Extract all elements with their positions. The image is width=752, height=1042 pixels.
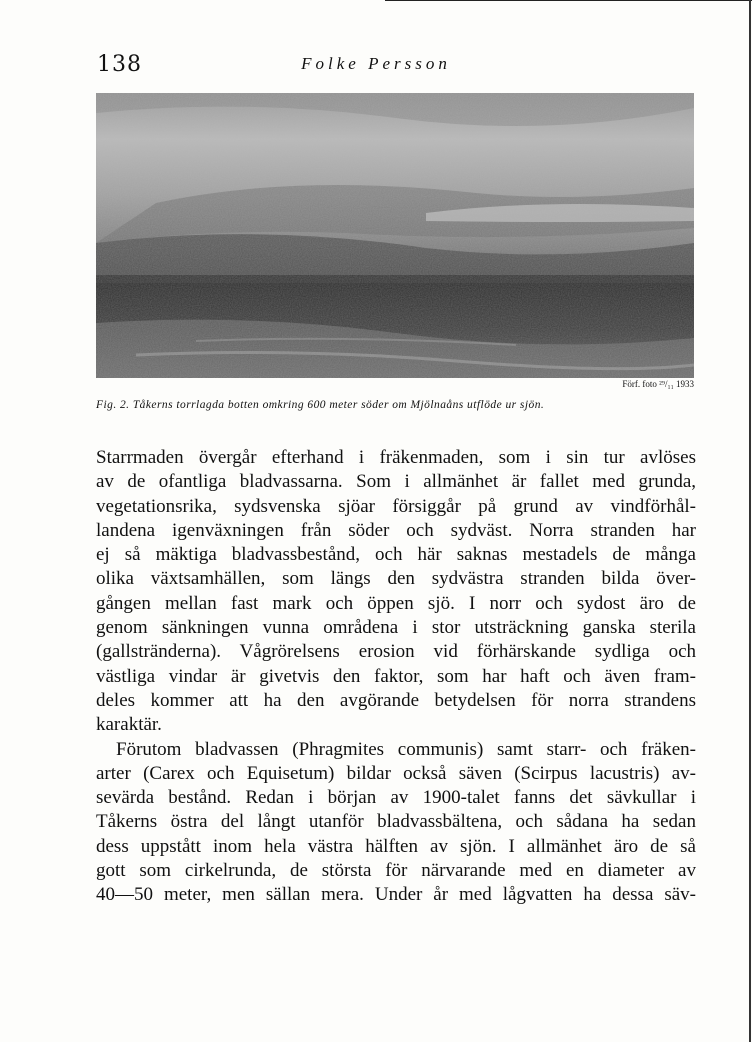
body-line: karaktär.: [96, 714, 162, 736]
body-line: Förutom bladvassen (Phragmites communis) samt starr- och fräken-: [116, 738, 696, 760]
body-line: deles kommer att ha den avgörande betydelsen för norra strandens: [96, 689, 696, 711]
figure-caption: Fig. 2. Tåkerns torrlagda botten omkring 600 meter söder om Mjölnaåns utflöde ur sjön.: [96, 399, 545, 411]
body-line: Tåkerns östra del långt utanför bladvassbältena, och sådana ha sedan: [96, 811, 696, 833]
body-line: vegetationsrika, sydsvenska sjöar försiggår på grund av vindförhål-: [96, 495, 696, 517]
body-line: arter (Carex och Equisetum) bildar också säven (Scirpus lacustris) av-: [96, 762, 696, 784]
body-line: västliga vindar är givetvis den faktor, som har haft och även fram-: [96, 665, 696, 687]
body-line: 40—50 meter, men sällan mera. Under år med lågvatten ha dessa säv-: [96, 884, 696, 906]
body-line: dess uppstått inom hela västra hälften av sjön. I allmänhet äro de så: [96, 835, 696, 857]
body-line: landena igenväxningen från söder och sydväst. Norra stranden har: [96, 519, 696, 541]
body-line: sevärda bestånd. Redan i början av 1900-talet fanns det sävkullar i: [96, 787, 696, 809]
scan-edge-top: [385, 0, 752, 1]
body-line: (gallstränderna). Vågrörelsens erosion vid förhärskande sydliga och: [96, 641, 696, 663]
scan-edge-right: [749, 0, 751, 1042]
body-line: gången mellan fast mark och öppen sjö. I norr och sydost äro de: [96, 592, 696, 614]
body-line: Starrmaden övergår efterhand i fräkenmaden, som i sin tur avlöses: [96, 447, 696, 468]
body-line: av de ofantliga bladvassarna. Som i allmänhet är fallet med grunda,: [96, 471, 696, 493]
body-line: ej så mäktiga bladvassbestånd, och här saknas mestadels de många: [96, 544, 696, 566]
body-line: gott som cirkelrunda, de största för närvarande med en diameter av: [96, 860, 696, 882]
running-title: Folke Persson: [301, 54, 451, 73]
body-line: genom sänkningen vunna områdena i stor utsträckning ganska sterila: [96, 617, 696, 639]
body-line: olika växtsamhällen, som längs den sydvästra stranden bilda över-: [96, 568, 696, 590]
page-number: 138: [97, 52, 142, 77]
body-text: [96, 446, 696, 908]
photo-credit: Förf. foto ²⁹/₁₁ 1933: [622, 379, 694, 389]
lake-photograph: [96, 93, 694, 378]
